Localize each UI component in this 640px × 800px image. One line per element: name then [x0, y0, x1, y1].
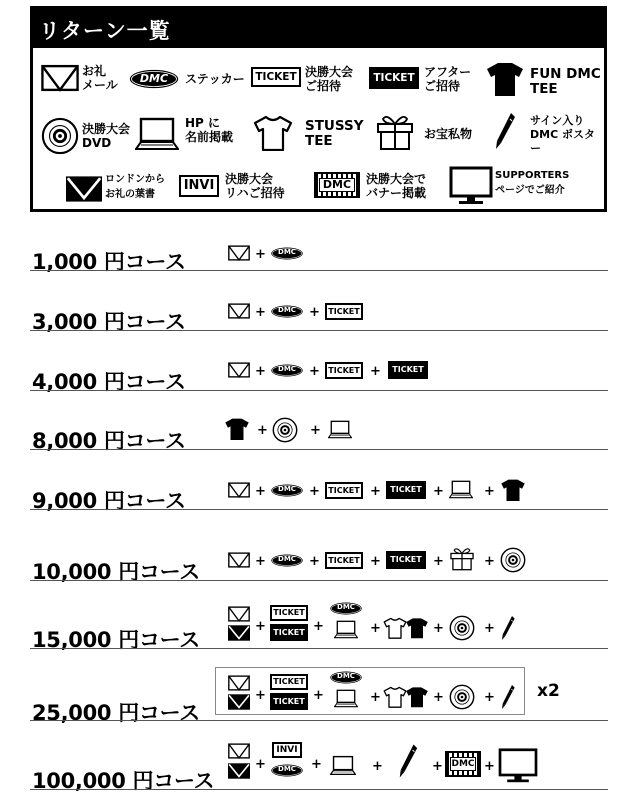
legend-box	[30, 6, 607, 212]
laptop-icon	[330, 755, 356, 776]
legend-label-signed-poster: サイン入り DMC ポスター	[530, 114, 595, 155]
pen-icon	[397, 742, 419, 780]
course-8000-label: 8,000 円コース	[32, 429, 186, 453]
ticket-black-icon: TICKET	[388, 361, 428, 379]
legend-label-rehearsal-invite: 決勝大会 リハご招待	[225, 172, 285, 200]
legend-label-mail: お礼 メール	[82, 64, 118, 92]
plus-sign: +	[484, 690, 495, 705]
ticket-outline-icon: TICKET	[325, 482, 363, 499]
legend-label-sticker: ステッカー	[185, 72, 245, 86]
course-100000-line	[30, 789, 608, 790]
dmc-sticker-icon	[329, 671, 363, 684]
envelope-icon	[228, 362, 250, 378]
envelope-icon	[228, 482, 250, 498]
plus-sign: +	[484, 554, 495, 569]
plus-sign: +	[255, 364, 266, 379]
dvd-icon	[449, 684, 475, 710]
ticket-black-icon: TICKET	[386, 481, 426, 499]
pen-icon	[500, 683, 516, 711]
dmc-text: DMC	[337, 672, 355, 680]
laptop-icon	[328, 420, 352, 439]
plus-sign: +	[433, 690, 444, 705]
monitor-icon	[449, 166, 493, 206]
plus-sign: +	[255, 484, 266, 499]
envelope-icon	[228, 675, 250, 691]
laptop-icon	[449, 480, 473, 499]
dmc-sticker-icon	[270, 764, 304, 777]
pen-icon	[493, 111, 517, 151]
plus-sign: +	[309, 484, 320, 499]
plus-sign: +	[255, 688, 266, 703]
dmc-sticker-icon	[270, 484, 304, 497]
dmc-text: DMC	[278, 555, 296, 563]
legend-title-bar	[33, 9, 604, 48]
plus-sign: +	[484, 621, 495, 636]
dmc-sticker-icon	[270, 247, 304, 260]
envelope-icon	[228, 743, 250, 759]
course-25000-label: 25,000 円コース	[32, 701, 200, 725]
envelope-icon	[228, 303, 250, 319]
banner-dmc-text: DMC	[319, 178, 355, 192]
plus-sign: +	[370, 484, 381, 499]
legend-label-banner: 決勝大会で バナー掲載	[366, 172, 427, 200]
course-3000-label: 3,000 円コース	[32, 310, 186, 334]
plus-sign: +	[255, 619, 266, 634]
plus-sign: +	[372, 759, 383, 774]
dvd-icon	[500, 547, 526, 573]
legend-label-supporters: SUPPORTERS ページでご紹介	[495, 170, 570, 196]
envelope-icon	[228, 245, 250, 261]
black-tshirt-icon	[405, 686, 429, 708]
envelope-icon	[228, 606, 250, 622]
plus-sign: +	[433, 554, 444, 569]
course-9000-line	[30, 509, 608, 510]
black-envelope-icon	[66, 176, 102, 202]
course-1000-line	[30, 270, 608, 271]
ticket-black-icon: TICKET	[270, 693, 308, 710]
dvd-icon	[41, 117, 79, 155]
plus-sign: +	[255, 305, 266, 320]
black-tshirt-icon	[500, 478, 526, 502]
course-9000-label: 9,000 円コース	[32, 489, 186, 513]
legend-title: リターン一覧	[39, 19, 171, 43]
ticket-black-icon: TICKET	[270, 624, 308, 641]
ticket-outline-icon: TICKET	[325, 552, 363, 569]
dvd-icon	[449, 615, 475, 641]
dmc-text: DMC	[278, 306, 296, 314]
course-15000-line	[30, 648, 608, 649]
plus-sign: +	[313, 619, 324, 634]
legend-label-treasure: お宝私物	[424, 127, 473, 141]
black-tshirt-icon	[485, 59, 525, 99]
dvd-icon	[272, 417, 298, 443]
laptop-icon	[334, 620, 358, 639]
gift-icon	[449, 545, 475, 571]
invitation-icon: INVI	[272, 742, 302, 758]
plus-sign: +	[309, 364, 320, 379]
course-10000-line	[30, 580, 608, 581]
ticket-outline-icon: TICKET	[325, 362, 363, 379]
white-tshirt-icon	[383, 686, 407, 708]
banner-dmc-text: DMC	[451, 759, 475, 769]
dmc-text: DMC	[278, 765, 296, 773]
legend-label-london-postcard: ロンドンから お礼の葉書	[105, 174, 165, 200]
course-3000-line	[30, 330, 608, 331]
legend-label-fun-dmc-tee: FUN DMC TEE	[530, 66, 601, 97]
monitor-icon	[498, 748, 538, 784]
gift-icon	[375, 111, 415, 151]
black-tshirt-icon	[224, 417, 250, 441]
multiplier-x2: x2	[537, 681, 560, 701]
course-10000-label: 10,000 円コース	[32, 560, 200, 584]
plus-sign: +	[310, 423, 321, 438]
envelope-icon	[228, 552, 250, 568]
plus-sign: +	[432, 759, 443, 774]
plus-sign: +	[484, 759, 495, 774]
ticket-outline-icon: TICKET	[270, 674, 308, 690]
dmc-sticker-icon	[270, 364, 304, 377]
laptop-icon	[135, 117, 179, 151]
plus-sign: +	[433, 621, 444, 636]
course-4000-label: 4,000 円コース	[32, 370, 186, 394]
plus-sign: +	[309, 554, 320, 569]
course-4000-line	[30, 390, 608, 391]
ticket-outline-icon: TICKET	[251, 67, 301, 87]
plus-sign: +	[370, 364, 381, 379]
envelope-icon	[41, 64, 79, 92]
course-25000-line	[30, 720, 608, 721]
plus-sign: +	[370, 554, 381, 569]
legend-label-after-invite: アフター ご招待	[424, 65, 472, 93]
course-8000-line	[30, 449, 608, 450]
dmc-text: DMC	[278, 485, 296, 493]
ticket-outline-icon: TICKET	[270, 605, 308, 621]
invitation-icon: INVI	[179, 175, 219, 197]
plus-sign: +	[311, 757, 322, 772]
dmc-sticker-icon	[270, 305, 304, 318]
plus-sign: +	[370, 621, 381, 636]
dmc-text: DMC	[139, 72, 169, 85]
plus-sign: +	[255, 757, 266, 772]
plus-sign: +	[255, 554, 266, 569]
dmc-sticker-icon	[128, 69, 180, 89]
plus-sign: +	[433, 484, 444, 499]
ticket-black-icon: TICKET	[369, 67, 419, 89]
legend-label-final-invite: 決勝大会 ご招待	[305, 65, 354, 93]
dmc-text: DMC	[278, 365, 296, 373]
white-tshirt-icon	[253, 115, 293, 151]
dmc-sticker-icon	[329, 602, 363, 615]
black-envelope-icon	[228, 763, 250, 779]
banner-icon	[314, 172, 360, 198]
plus-sign: +	[309, 305, 320, 320]
dmc-text: DMC	[278, 248, 296, 256]
course-15000-label: 15,000 円コース	[32, 628, 200, 652]
black-tshirt-icon	[405, 617, 429, 639]
legend-label-hp-name: HP に 名前掲載	[185, 116, 234, 144]
dmc-sticker-icon	[270, 554, 304, 567]
plus-sign: +	[484, 484, 495, 499]
laptop-icon	[334, 689, 358, 708]
banner-icon	[445, 751, 481, 777]
white-tshirt-icon	[383, 617, 407, 639]
plus-sign: +	[257, 423, 268, 438]
course-1000-label: 1,000 円コース	[32, 250, 186, 274]
ticket-black-icon: TICKET	[386, 551, 426, 569]
course-100000-label: 100,000 円コース	[32, 769, 215, 793]
legend-label-dvd: 決勝大会 DVD	[82, 122, 131, 150]
plus-sign: +	[255, 247, 266, 262]
legend-label-stussy-tee: STUSSY TEE	[305, 118, 364, 149]
plus-sign: +	[313, 688, 324, 703]
ticket-outline-icon: TICKET	[325, 303, 363, 320]
plus-sign: +	[370, 690, 381, 705]
black-envelope-icon	[228, 625, 250, 641]
pen-icon	[500, 614, 516, 642]
black-envelope-icon	[228, 694, 250, 710]
dmc-text: DMC	[337, 603, 355, 611]
